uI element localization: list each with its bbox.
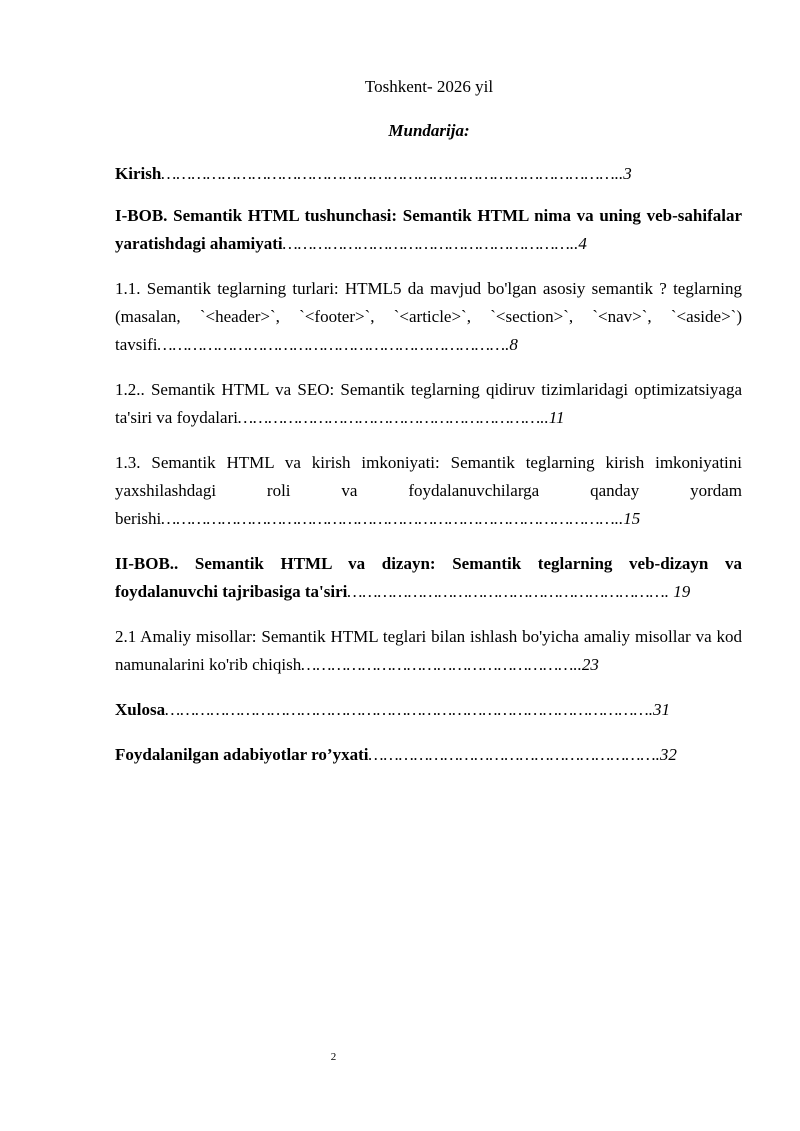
toc-entry-title: 1.1. Semantik teglarning turlari: HTML5 da mavjud bo'lgan asosiy semantik ? teglarning (masalan, `<header>`, `<footer>`, `<article>`, `<section>`, `<nav>`, `<aside>`) tavsifi: [115, 279, 742, 354]
toc-entry-title: 2.1 Amaliy misollar: Semantik HTML teglari bilan ishlash bo'yicha amaliy misollar va kod namunalarini ko'rib chiqish: [115, 627, 742, 674]
toc-entry-chapter-2[interactable]: [115, 550, 742, 606]
toc-entry-references[interactable]: [115, 741, 742, 769]
toc-entry-title: II-BOB.. Semantik HTML va dizayn: Semantik teglarning veb-dizayn va foydalanuvchi tajribasiga ta'siri: [115, 554, 742, 601]
toc-page-number: 8: [509, 335, 518, 354]
page-number: 2: [330, 1051, 337, 1063]
toc-leader-dots: ……………………………………………………….: [347, 582, 674, 601]
toc-entry-section-2-1[interactable]: [115, 623, 742, 679]
toc-entry-title: Kirish: [115, 164, 162, 183]
toc-leader-dots: ………………………………………………………………………………..: [161, 164, 624, 183]
toc-leader-dots: …………………………………………………..: [282, 234, 579, 253]
toc-entry-chapter-1[interactable]: [115, 202, 742, 258]
toc-entry-section-1-1[interactable]: [115, 275, 742, 359]
toc-page-number: 3: [623, 164, 632, 183]
toc-entry-title: Xulosa: [115, 700, 166, 719]
table-of-contents: [115, 160, 742, 786]
toc-leader-dots: ………………………………………………….: [368, 745, 660, 764]
toc-page-number: 4: [578, 234, 587, 253]
toc-page-number: 31: [653, 700, 671, 719]
toc-leader-dots: …………………………………………………………………………………….: [165, 700, 654, 719]
toc-entry-kirish[interactable]: [115, 160, 742, 188]
toc-leader-dots: ……………………………………………………..: [237, 408, 549, 427]
toc-leader-dots: …………………………………………………………….: [157, 335, 510, 354]
toc-leader-dots: ………………………………………………..: [301, 655, 582, 674]
toc-page-number: 11: [548, 408, 565, 427]
toc-page-number: 19: [673, 582, 691, 601]
city-year: Toshkent- 2026 yil: [364, 77, 494, 96]
toc-entry-title: 1.2.. Semantik HTML va SEO: Semantik teglarning qidiruv tizimlaridagi optimizatsiyaga ta'siri va foydalari: [115, 380, 742, 427]
toc-entry-xulosa[interactable]: [115, 696, 742, 724]
toc-leader-dots: ………………………………………………………………………………..: [161, 509, 624, 528]
toc-page-number: 15: [623, 509, 641, 528]
toc-entry-section-1-3[interactable]: [115, 449, 742, 533]
toc-page-number: 32: [659, 745, 677, 764]
toc-entry-title: I-BOB. Semantik HTML tushunchasi: Semantik HTML nima va uning veb-sahifalar yaratishdagi ahamiyati: [115, 206, 742, 253]
toc-entry-title: 1.3. Semantik HTML va kirish imkoniyati: Semantik teglarning kirish imkoniyatini yaxshilashdagi roli va foydalanuvchilarga qanday yordam berishi: [115, 453, 742, 528]
toc-title: Mundarija:: [388, 121, 470, 140]
toc-page-number: 23: [581, 655, 599, 674]
toc-entry-title: Foydalanilgan adabiyotlar ro’yxati: [115, 745, 369, 764]
toc-entry-section-1-2[interactable]: [115, 376, 742, 432]
